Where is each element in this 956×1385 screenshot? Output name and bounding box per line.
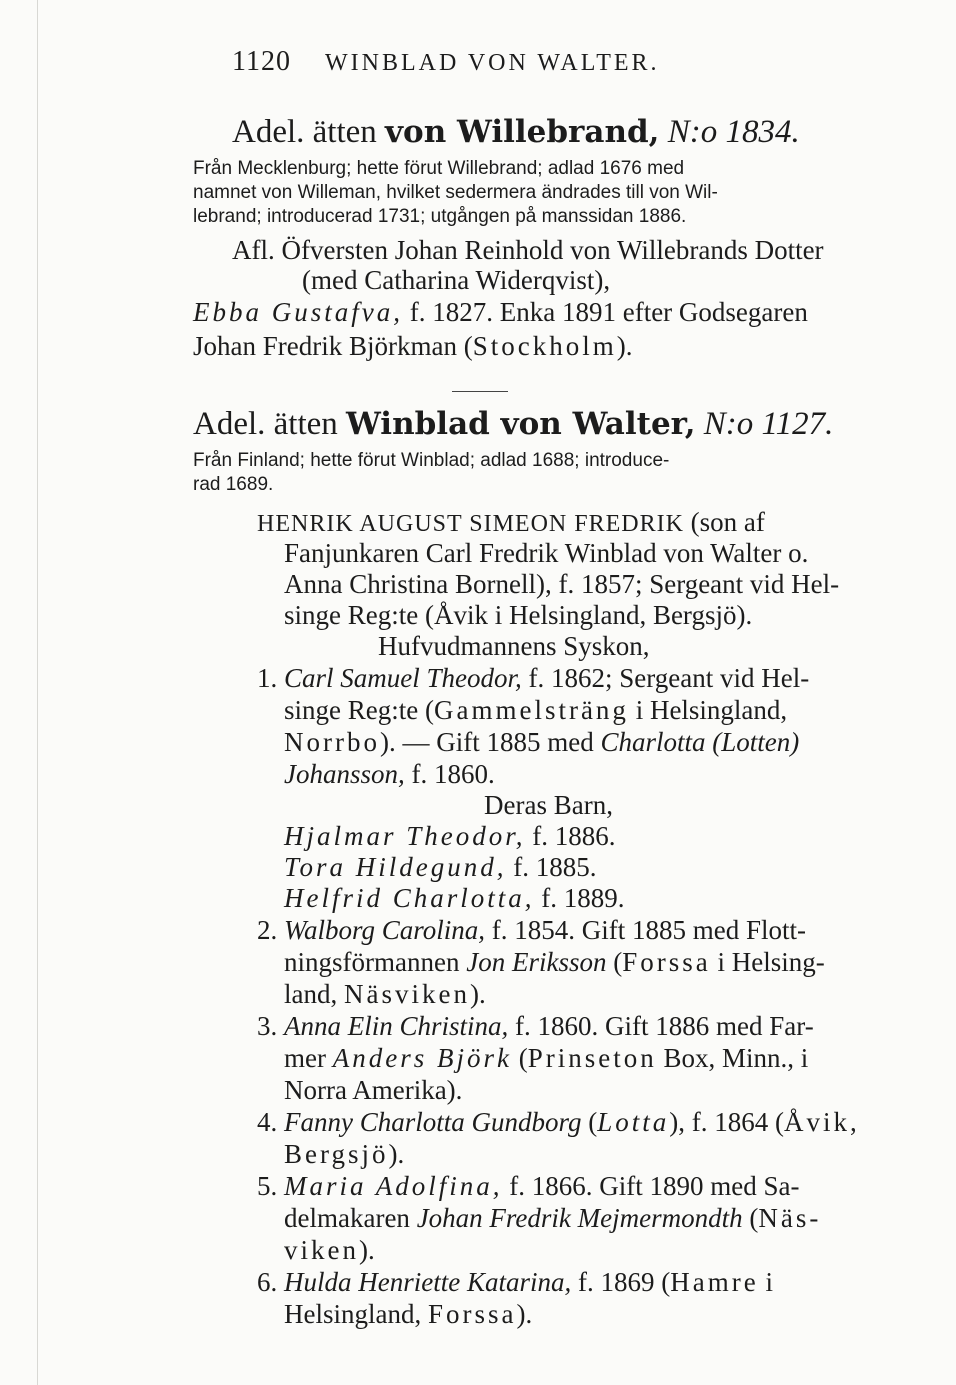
entry-number: 1.: [257, 663, 278, 693]
entry-text: f. 1886.: [525, 821, 616, 851]
person-name: Johansson,: [284, 759, 405, 789]
place-name: Forssa: [622, 947, 711, 977]
person-name: Hjalmar Theodor,: [284, 821, 526, 851]
entry-text: mer: [284, 1043, 333, 1073]
entry-text: i Helsing-: [710, 947, 825, 977]
person-name: Charlotta (Lotten): [600, 727, 800, 757]
section-divider: [452, 391, 508, 392]
place-name: Norrbo: [284, 727, 380, 757]
section-title-winblad: [193, 404, 833, 444]
entry-text: land,: [284, 979, 344, 1009]
entry-text: delmakaren: [284, 1203, 417, 1233]
subheading: Deras Barn,: [484, 790, 613, 820]
entry-line: Norra Amerika).: [284, 1075, 463, 1105]
entry-number: 4.: [257, 1107, 278, 1137]
entry-line: [284, 726, 799, 758]
entry-line: [193, 296, 808, 328]
person-name: Walborg Carolina,: [284, 915, 486, 945]
entry-text: ).: [616, 331, 633, 361]
running-head: WINBLAD VON WALTER.: [324, 50, 660, 76]
entry-text: (: [742, 1203, 759, 1233]
entry-line: [257, 1266, 773, 1298]
entry-text: (: [511, 1043, 528, 1073]
entry-text: f. 1889.: [534, 883, 625, 913]
place-name: Gammelsträng: [433, 695, 629, 725]
entry-line: [284, 1042, 808, 1074]
entry-text: f. 1869 (: [571, 1267, 671, 1297]
entry-line: [284, 758, 495, 790]
scan-edge: [37, 0, 38, 1385]
intro-line: namnet von Willeman, hvilket sedermera ändrades till von Wil-: [193, 182, 718, 203]
place-name: Prinseton: [527, 1043, 657, 1073]
place-name: Åvik,: [784, 1107, 860, 1137]
entry-text: Johan Fredrik Björkman (: [193, 331, 473, 361]
place-name: Stockholm: [472, 331, 617, 361]
person-name: Ebba Gustafva,: [193, 297, 403, 327]
entry-line: [284, 851, 597, 883]
place-name: Forssa: [427, 1299, 517, 1329]
entry-line: [257, 914, 806, 946]
entry-line: [257, 506, 765, 540]
entry-line: [257, 1170, 799, 1202]
entry-text: f. 1866. Gift 1890 med Sa-: [502, 1171, 800, 1201]
section-title-willebrand: [232, 112, 800, 152]
entry-text: f. 1854. Gift 1885 med Flott-: [485, 915, 807, 945]
entry-text: ).: [388, 1139, 405, 1169]
person-name: Carl Samuel Theodor,: [284, 663, 522, 693]
entry-line: [284, 882, 625, 914]
entry-text: f. 1860.: [404, 759, 495, 789]
person-name: Lotta: [597, 1107, 670, 1137]
entry-text: singe Reg:te (: [284, 695, 434, 725]
intro-line: Från Mecklenburg; hette förut Willebrand; adlad 1676 med: [193, 158, 685, 179]
entry-line: [284, 1298, 532, 1330]
place-name: Bergsjö: [284, 1139, 389, 1169]
person-name: Anders Björk: [332, 1043, 512, 1073]
entry-text: f. 1827. Enka 1891 efter Godsegaren: [409, 297, 808, 327]
entry-line: [284, 978, 486, 1010]
entry-number: 3.: [257, 1011, 278, 1041]
entry-line: [284, 820, 616, 852]
entry-line: [284, 946, 825, 978]
entry-line: [257, 1010, 814, 1042]
family-name: von Willebrand,: [385, 114, 660, 150]
person-name: Johan Fredrik Mejmermondth: [416, 1203, 743, 1233]
entry-text: f. 1860. Gift 1886 med Far-: [508, 1011, 814, 1041]
person-name: Maria Adolfina,: [284, 1171, 503, 1201]
entry-line: [193, 330, 632, 362]
place-name: Hamre: [670, 1267, 759, 1297]
entry-line: [284, 694, 787, 726]
intro-line: rad 1689.: [193, 474, 274, 495]
entry-number: 2.: [257, 915, 278, 945]
entry-text: ).: [469, 979, 486, 1009]
entry-line: [284, 1234, 375, 1266]
person-name: Anna Elin Christina,: [284, 1011, 509, 1041]
place-name: Näs-: [758, 1203, 822, 1233]
entry-line: [284, 1138, 404, 1170]
entry-text: ). — Gift 1885 med: [379, 727, 601, 757]
intro-line: lebrand; introducerad 1731; utgången på manssidan 1886.: [193, 206, 687, 227]
entry-line: [284, 1202, 821, 1234]
entry-text: Box, Minn., i: [656, 1043, 809, 1073]
subheading: Hufvudmannens Syskon,: [378, 631, 650, 661]
place-name: Näsviken: [344, 979, 470, 1009]
intro-line: Från Finland; hette förut Winblad; adlad 1688; introduce-: [193, 450, 670, 471]
page-header: [232, 46, 660, 79]
entry-text: i: [758, 1267, 773, 1297]
person-name: Helfrid Charlotta,: [284, 883, 535, 913]
entry-text: ningsförmannen: [284, 947, 467, 977]
entry-line: singe Reg:te (Åvik i Helsingland, Bergsjö).: [284, 600, 753, 630]
title-prefix: Adel. ätten: [193, 406, 338, 442]
family-name: Winblad von Walter,: [346, 406, 696, 442]
entry-line: (med Catharina Widerqvist),: [302, 265, 611, 295]
family-number: N:o 1127.: [703, 406, 834, 442]
family-number: N:o 1834.: [667, 114, 800, 150]
place-name: viken: [284, 1235, 359, 1265]
entry-line: Fanjunkaren Carl Fredrik Winblad von Walter o.: [284, 538, 809, 568]
entry-number: 6.: [257, 1267, 278, 1297]
person-name: Hulda Henriette Katarina,: [284, 1267, 572, 1297]
entry-line: Anna Christina Bornell), f. 1857; Sergeant vid Hel-: [284, 569, 840, 599]
entry-text: ).: [516, 1299, 533, 1329]
person-name: Jon Eriksson: [466, 947, 607, 977]
entry-text: ), f. 1864 (: [669, 1107, 785, 1137]
entry-text: (: [606, 947, 623, 977]
entry-line: [257, 662, 809, 694]
entry-number: 5.: [257, 1171, 278, 1201]
entry-text: Helsingland,: [284, 1299, 428, 1329]
entry-line: Afl. Öfversten Johan Reinhold von Willebrands Dotter: [232, 235, 824, 265]
person-name: Tora Hildegund,: [284, 852, 507, 882]
entry-text: f. 1885.: [506, 852, 597, 882]
entry-text: f. 1862; Sergeant vid Hel-: [528, 663, 810, 693]
entry-text: (son af: [690, 507, 765, 537]
page-number: 1120: [232, 46, 291, 77]
entry-text: i Helsingland,: [628, 695, 788, 725]
person-name: HENRIK AUGUST SIMEON FREDRIK: [257, 511, 684, 537]
entry-text: (: [581, 1107, 598, 1137]
person-name: Fanny Charlotta Gundborg: [284, 1107, 582, 1137]
entry-text: ).: [359, 1235, 375, 1265]
title-prefix: Adel. ätten: [232, 114, 377, 150]
entry-line: [257, 1106, 860, 1138]
